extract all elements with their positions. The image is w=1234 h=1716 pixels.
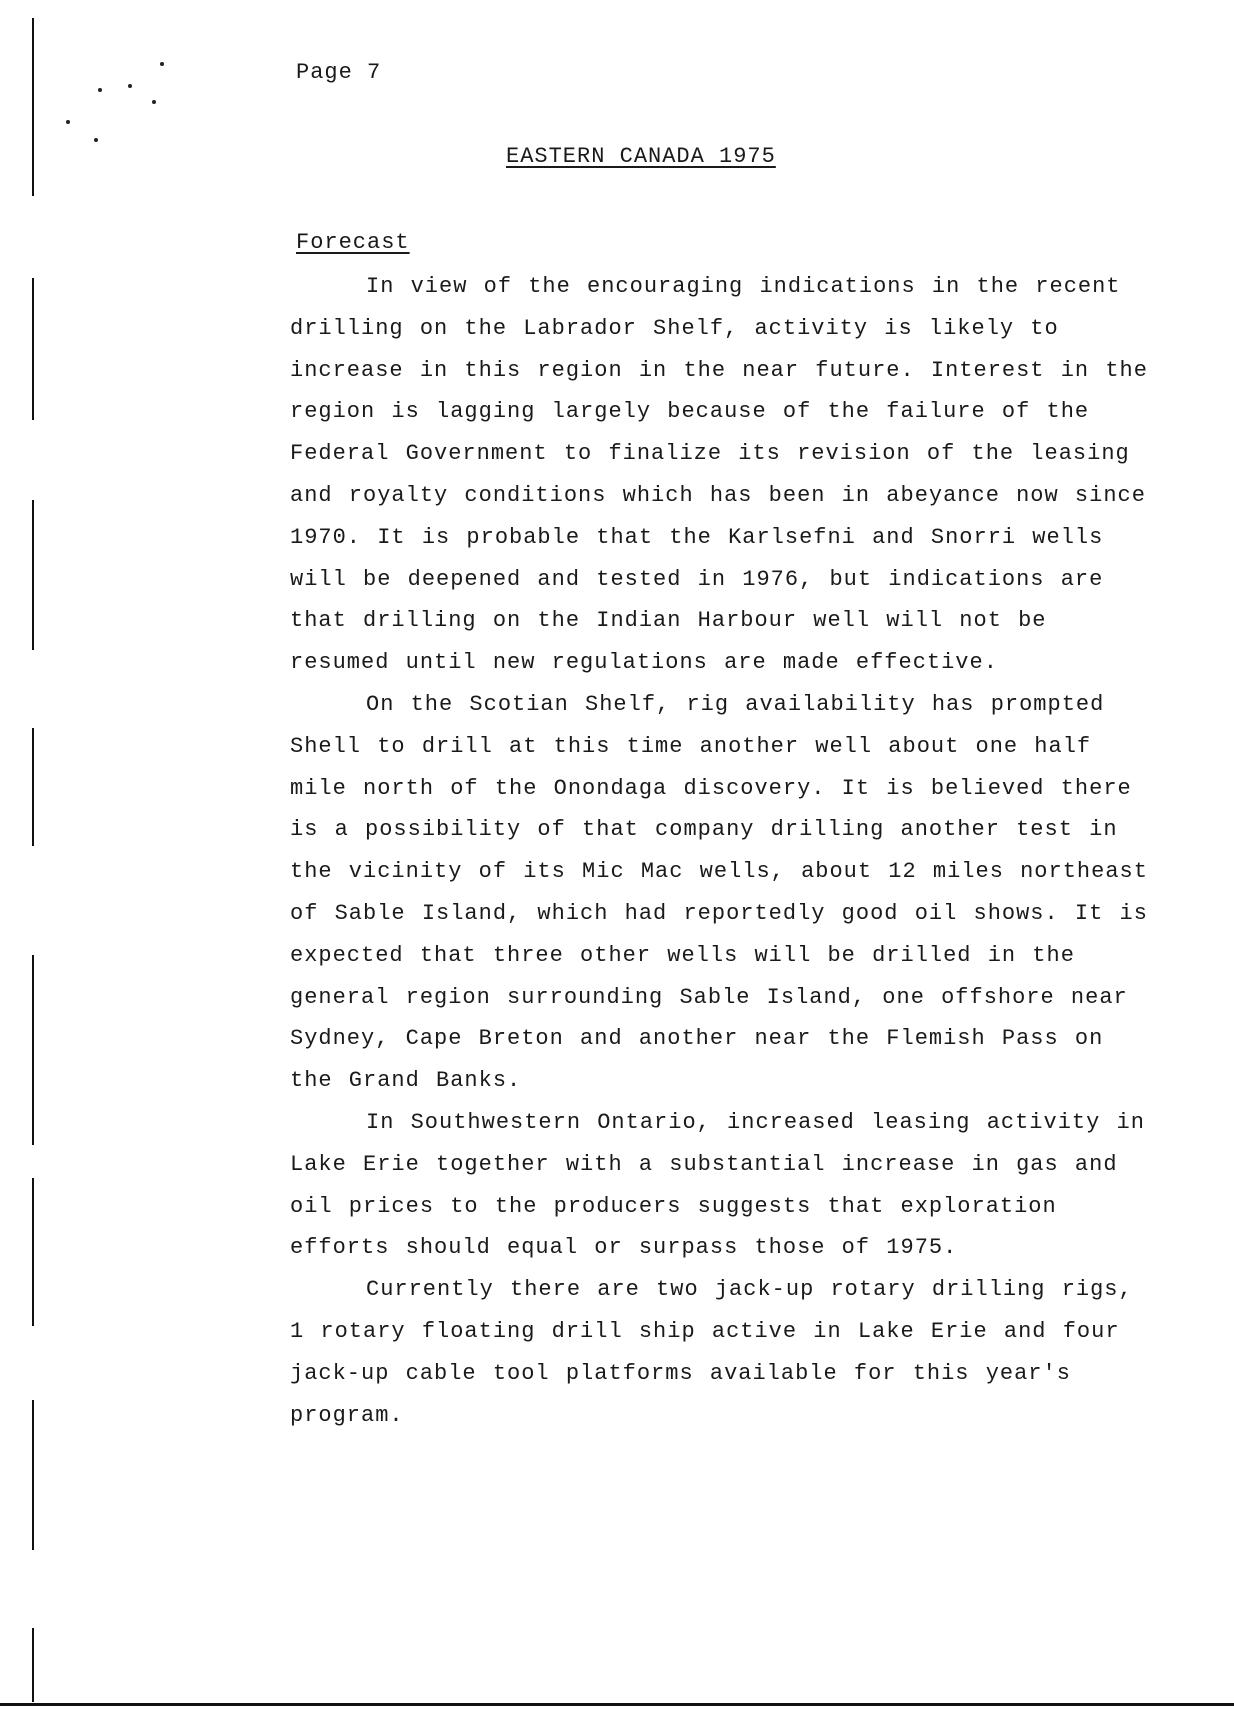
scan-margin-mark — [32, 278, 34, 420]
scan-margin-mark — [32, 728, 34, 846]
paragraph-southwestern-ontario: In Southwestern Ontario, increased leasing activity in Lake Erie together with a substantial increase in gas and oil prices to the producers suggests that exploration efforts should equal or surpass those of 1975. — [290, 1109, 1145, 1261]
scan-speck — [94, 138, 98, 142]
scan-bottom-edge — [0, 1703, 1234, 1706]
paragraph-scotian-shelf: On the Scotian Shelf, rig availability has prompted Shell to drill at this time another well about one half mile north of the Onondaga discovery. It is believed there is a possibility of that company drilling another test in the vicinity of its Mic Mac wells, about 12 miles northeast of Sable Island, which had reportedly good oil shows. It is expected that three other wells will be drilled in the general region surrounding Sable Island, one offshore near Sydney, Cape Breton and another near the Flemish Pass on the Grand Banks. — [290, 691, 1148, 1094]
scan-margin-mark — [32, 1178, 34, 1326]
scan-speck — [128, 84, 132, 88]
body-text — [290, 266, 1150, 1436]
scan-margin-mark — [32, 1400, 34, 1550]
scan-margin-mark — [32, 500, 34, 650]
scan-speck — [98, 88, 102, 92]
scan-speck — [160, 62, 164, 66]
scan-speck — [66, 120, 70, 124]
scan-margin-mark — [32, 18, 34, 196]
paragraph-lake-erie-rigs: Currently there are two jack-up rotary drilling rigs, 1 rotary floating drill ship active in Lake Erie and four jack-up cable tool platforms available for this year's program. — [290, 1277, 1133, 1428]
scan-speck — [152, 100, 156, 104]
scan-margin-mark — [32, 1628, 34, 1702]
section-heading: Forecast — [296, 230, 410, 255]
page-title: EASTERN CANADA 1975 — [506, 144, 776, 169]
paragraph-labrador-shelf: In view of the encouraging indications in the recent drilling on the Labrador Shelf, activity is likely to increase in this region in the near future. Interest in the region is lagging largely because of the failure of the Federal Government to finalize its revision of the leasing and royalty conditions which has been in abeyance now since 1970. It is probable that the Karlsefni and Snorri wells will be deepened and tested in 1976, but indications are that drilling on the Indian Harbour well will not be resumed until new regulations are made effective. — [290, 274, 1148, 676]
page-number: Page 7 — [296, 60, 382, 85]
scan-margin-mark — [32, 955, 34, 1145]
